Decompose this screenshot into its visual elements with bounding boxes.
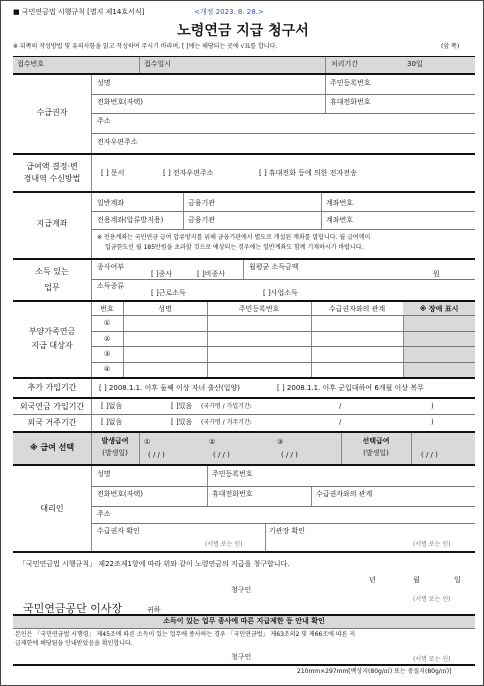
dependent-row-4-number: ④	[103, 365, 111, 373]
income-section-line1: 소득 있는	[35, 267, 69, 276]
receipt-row	[13, 57, 475, 73]
dependents-section-line2: 지급 대상자	[31, 341, 73, 350]
foreign-pension-detail: (국가명 / 가입기간:	[201, 403, 252, 410]
rule	[13, 377, 475, 379]
rule	[13, 397, 475, 399]
labor-income-option[interactable]: [ ]근로소득	[151, 289, 186, 297]
dependents-section-line1: 부양가족연금	[28, 327, 76, 336]
col-number-header: 번호	[100, 305, 114, 313]
agent-section-label: 대리인	[40, 504, 64, 513]
col-rrn-header: 주민등록번호	[238, 305, 280, 313]
col-name-header: 성명	[158, 305, 172, 313]
benefit-option-2[interactable]: ②	[209, 438, 216, 446]
selected-benefit-line1: 선택급여	[362, 437, 390, 445]
foreign-pension-yes-option[interactable]: [ ]있음	[171, 402, 193, 410]
regulation-label: ■ 국민연금법 시행규칙 [별지 제14호서식]	[13, 8, 145, 16]
benefit-choice-label: ※ 급여 선택	[29, 443, 75, 452]
benefit-option-2-date: ( / / )	[213, 451, 230, 459]
revision-label: <개정 2023. 8. 28.>	[194, 8, 264, 16]
claimant-signature-mark: (서명 또는 인)	[413, 596, 451, 603]
rule	[13, 73, 475, 75]
notice-document-option[interactable]: [ ] 문서	[101, 169, 125, 177]
foreign-residence-none-option[interactable]: [ ]없음	[101, 418, 123, 426]
page-side-label: (앞 쪽)	[441, 43, 460, 50]
processing-period-value: 30일	[407, 60, 423, 68]
dependent-row-3-number: ③	[103, 350, 111, 358]
claimant-rrn-label: 주민등록번호	[330, 79, 371, 87]
benefit-option-3[interactable]: ③	[277, 438, 284, 446]
dependent-row-1-number: ①	[103, 319, 111, 327]
dedicated-account-number-label: 계좌번호	[326, 216, 354, 224]
employed-option[interactable]: [ ]종사	[151, 270, 173, 278]
foreign-residence-close: )	[431, 418, 434, 426]
rule	[13, 614, 475, 616]
agent-rrn-label: 주민등록번호	[212, 470, 253, 478]
business-income-option[interactable]: [ ]사업소득	[263, 289, 298, 297]
claimant-name-label: 성명	[97, 79, 111, 87]
claimant-confirm-signature: (서명 또는 인)	[205, 541, 243, 548]
dedicated-account-label: 전용계좌(압류방지용)	[97, 216, 164, 224]
rule	[13, 258, 475, 260]
confirmation-claimant-label: 청구인	[231, 653, 252, 661]
won-unit: 원	[433, 270, 440, 278]
notice-section-line1: 급여액 결정·변	[26, 162, 78, 171]
monthly-income-label: 월평균 소득금액	[249, 263, 299, 271]
processing-period-label: 처리기간	[331, 60, 359, 68]
foreign-residence-yes-option[interactable]: [ ]있음	[171, 418, 193, 426]
form-title: 노령연금 지급 청구서	[177, 23, 309, 39]
receipt-number-label: 접수번호	[17, 60, 45, 68]
receipt-date-label: 접수일시	[144, 60, 172, 68]
agent-phone-label: 전화번호(자택)	[97, 490, 144, 498]
dedicated-bank-label: 금융기관	[188, 216, 216, 224]
general-bank-label: 금융기관	[188, 199, 216, 207]
income-type-label: 소득종류	[97, 282, 125, 290]
general-account-label: 일반계좌	[97, 199, 125, 207]
benefit-option-1-date: ( / / )	[148, 451, 165, 459]
declaration-text: 「국민연금법 시행규칙」 제22조제1항에 따라 위와 같이 노령연금의 지급을 청구합니다.	[19, 560, 290, 568]
instruction-text: ※ 뒤쪽의 작성방법 및 유의사항을 읽고 작성하여 주시기 바라며, [ ]에는 해당되는 곳에 √표를 합니다.	[13, 43, 278, 50]
selected-benefit-line2: (발생일)	[363, 449, 389, 457]
claimant-address-label: 주소	[97, 117, 111, 125]
account-section-label: 지급계좌	[36, 219, 68, 228]
occurrence-benefit-line1: 발생급여	[101, 437, 129, 445]
recipient-name: 국민연금공단 이사장	[23, 602, 123, 615]
claimant-section-label: 수급권자	[36, 108, 68, 117]
col-relation-header: 수급권자와의 관계	[328, 305, 386, 313]
foreign-residence-label: 외국 거주기간	[27, 418, 77, 427]
agent-address-label: 주소	[97, 510, 111, 518]
recipient-honorific: 귀하	[147, 606, 161, 614]
extra-period-label: 추가 가입기간	[27, 383, 77, 392]
occurrence-benefit-line2: (발생일)	[102, 449, 128, 457]
confirmation-signature-mark: (서명 또는 인)	[413, 656, 451, 663]
claimant-signature-label: 청구인	[231, 586, 252, 594]
notice-mobile-option[interactable]: [ ] 휴대전화 등에 의한 전자전송	[259, 169, 357, 177]
claimant-mobile-label: 휴대전화번호	[330, 98, 371, 106]
rule	[13, 153, 475, 155]
col-disability-header: ※ 장애 표시	[403, 302, 475, 315]
paper-spec-footer: 210mm×297mm[백상지(80g/㎡) 또는 중질지(80g/㎡)]	[297, 668, 452, 675]
agent-relation-label: 수급권자와의 관계	[316, 490, 373, 498]
extra-military-option[interactable]: [ ] 2008.1.1. 이후 군입대하여 6개월 이상 복무	[277, 384, 424, 392]
org-confirm-signature: (서명 또는 인)	[413, 541, 451, 548]
confirmation-text-line1: 본인은 「국민연금법 시행령」 제45조에 따른 소득이 있는 업무에 종사하는 경우 「국민연금법」 제63조의2 및 제66조에 따른 지	[15, 631, 356, 638]
benefit-option-3-date: ( / / )	[281, 451, 298, 459]
confirmation-text-line2: 급제한에 해당됨을 안내받았음을 확인합니다.	[15, 640, 133, 647]
claimant-confirm-label: 수급권자 확인	[97, 527, 140, 535]
dependent-row-2-number: ②	[103, 335, 111, 343]
agent-mobile-label: 휴대전화번호	[212, 490, 253, 498]
date-month-label: 월	[413, 576, 420, 584]
employment-label: 종사여부	[97, 263, 125, 271]
general-account-number-label: 계좌번호	[326, 199, 354, 207]
claimant-phone-label: 전화번호(자택)	[97, 98, 144, 106]
account-note-line1: ※ 전용계좌는 국민연금 급여 압류방지를 위해 금융기관에서 별도로 개설된 계좌를 말합니다. 월 급여액이	[97, 234, 371, 241]
account-note-line2: 입금한도인 월 185만원을 초과할 것으로 예상되는 경우에는 일반계좌도 함께 기재하시기 바랍니다.	[105, 244, 364, 251]
rule	[13, 464, 475, 466]
benefit-option-1[interactable]: ①	[144, 438, 151, 446]
not-employed-option[interactable]: [ ]비종사	[197, 270, 225, 278]
foreign-pension-close: )	[431, 402, 434, 410]
foreign-residence-slash: /	[339, 418, 342, 426]
income-section-line2: 업무	[44, 283, 60, 292]
rule	[13, 191, 475, 193]
confirmation-header: 소득이 있는 업무 종사에 따른 지급제한 등 안내 확인	[163, 617, 325, 625]
foreign-pension-label: 외국연금 가입기간	[19, 402, 85, 411]
notice-section-line2: 경내역 수신방법	[23, 174, 81, 183]
notice-email-option[interactable]: [ ] 전자우편주소	[163, 169, 214, 177]
foreign-pension-none-option[interactable]: [ ]없음	[101, 402, 123, 410]
rule	[13, 664, 475, 666]
foreign-residence-detail: (국가명 / 거주기간:	[201, 419, 252, 426]
date-day-label: 일	[454, 576, 461, 584]
agent-name-label: 성명	[97, 470, 111, 478]
selected-benefit-date: ( / / )	[421, 451, 438, 459]
extra-childbirth-option[interactable]: [ ] 2008.1.1. 이후 둘째 이상 자녀 출산(입양)	[99, 384, 241, 392]
org-confirm-label: 기관장 확인	[269, 527, 306, 535]
claimant-email-label: 전자우편주소	[97, 138, 138, 146]
rule	[13, 551, 475, 553]
date-year-label: 년	[369, 576, 376, 584]
foreign-pension-slash: /	[339, 402, 342, 410]
